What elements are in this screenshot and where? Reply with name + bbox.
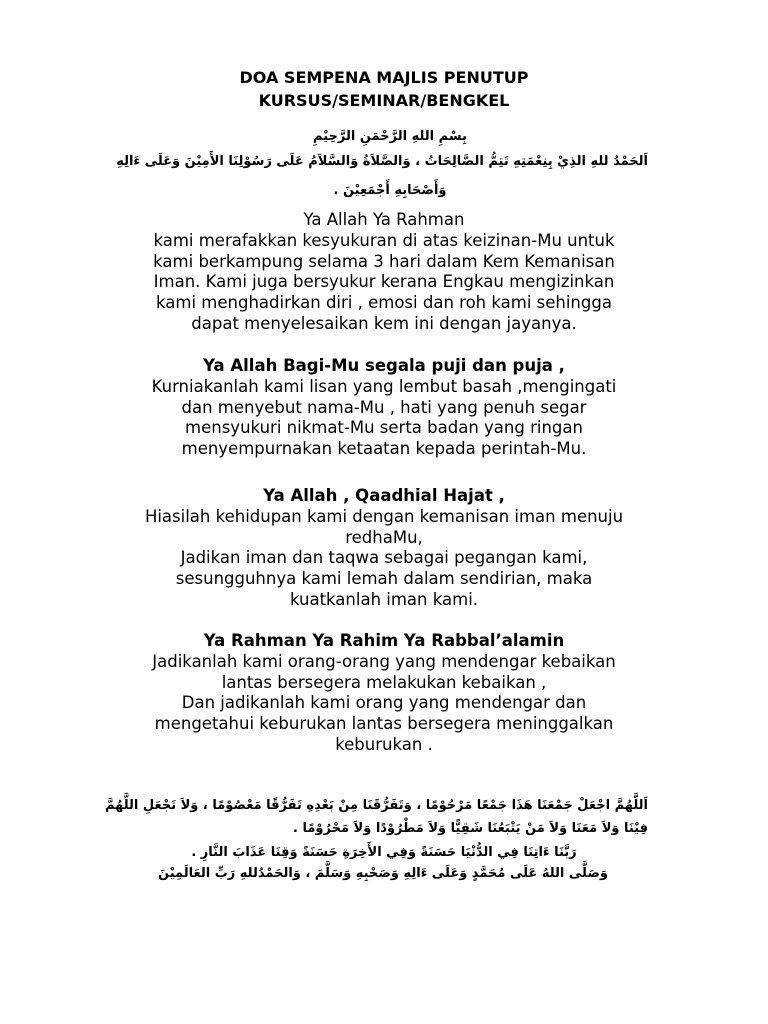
section-4-line: Dan jadikanlah kami orang yang mendengar dan — [181, 693, 587, 713]
section-4 — [60, 631, 708, 756]
closing-arabic-line-4: وَصَلَّى اللهُ عَلَى مُحَمَّدٍ وَعَلَى ءَالِهِ وَصَحْبِهِ وَسَلَّمَ ، وَالحَمْدُللهِ رَبِّ العَالَمِيْنَ — [158, 866, 608, 881]
section-1-line: kami menghadirkan diri , emosi dan roh kami sehingga — [156, 293, 612, 313]
document-title-line-2: KURSUS/SEMINAR/BENGKEL — [258, 91, 510, 110]
section-2-line: menyempurnakan ketaatan kepada perintah-Mu. — [181, 439, 587, 459]
basmalah: بِسْمِ اللهِ الرَّحْمَنِ الرَّحِيْمِ — [313, 129, 467, 144]
section-3-line: sesungguhnya kami lemah dalam sendirian, maka — [175, 569, 593, 589]
section-2-line: Kurniakanlah kami lisan yang lembut basah ,mengingati — [151, 376, 617, 396]
section-1-line: dapat menyelesaikan kem ini dengan jayanya. — [191, 313, 577, 333]
section-2-line: dan menyebut nama-Mu , hati yang penuh segar — [181, 397, 587, 417]
section-3-heading: Ya Allah , Qaadhial Hajat , — [263, 486, 505, 505]
document-title-line-1: DOA SEMPENA MAJLIS PENUTUP — [239, 68, 529, 87]
closing-arabic-line-3: رَبَّنَا ءَاتِنَا فِي الدُّنْيَا حَسَنَةً وَفِي الأَخِرَةِ حَسَنَةً وَقِنَا عَذَابَ النَّارِ . — [191, 845, 577, 860]
section-3-line: Jadikan iman dan taqwa sebagai pegangan kami, — [180, 548, 588, 568]
section-3-line: redhaMu, — [345, 527, 423, 547]
section-1 — [60, 210, 708, 335]
section-4-line: Jadikanlah kami orang-orang yang mendengar kebaikan — [152, 651, 616, 671]
section-4-heading: Ya Rahman Ya Rahim Ya Rabbal’alamin — [203, 631, 565, 650]
section-4-line: lantas bersegera melakukan kebaikan , — [221, 672, 547, 692]
section-4-line: keburukan . — [335, 734, 433, 754]
section-3 — [60, 486, 708, 611]
section-2-line: mensyukuri nikmat-Mu serta badan yang ringan — [185, 418, 583, 438]
opening-arabic-line-2: وَأَصْحَابِهِ أَجْمَعِيْنَ . — [333, 183, 447, 198]
section-2 — [60, 356, 708, 460]
section-1-heading: Ya Allah Ya Rahman — [303, 210, 465, 229]
section-1-line: kami merafakkan kesyukuran di atas keizinan-Mu untuk — [153, 230, 615, 250]
section-3-line: Hiasilah kehidupan kami dengan kemanisan iman menuju — [144, 506, 624, 526]
closing-arabic-line-2: فِيْنَا وَلاَ مَعَنَا وَلاَ مَنْ يَتْبَعُنَا شَقِيًّا وَلاَ مَطْرُوْدًا وَلاَ مَحْرُوْمًا . — [293, 821, 648, 836]
section-3-line: kuatkanlah iman kami. — [289, 589, 479, 609]
section-2-heading: Ya Allah Bagi-Mu segala puji dan puja , — [203, 356, 565, 375]
closing-arabic-line-1: اَللَّهُمَّ اجْعَلْ جَمْعَنَا هَذَا جَمْعًا مَرْحُوْمًا ، وَتَفَرُّقَنَا مِنْ بَعْدِهِ تَفَرُّقًا مَعْصُوْمًا ، وَلاَ تَجْعَلِ اللَّهُمَّ — [104, 798, 648, 813]
section-1-line: kami berkampung selama 3 hari dalam Kem Kemanisan — [153, 251, 615, 271]
opening-arabic-line-1: اَلحَمْدُ للهِ الذِيْ بِنِعْمَتِهِ تَتِمُّ الصَّالِحَاتُ ، وَالصَّلاَةُ وَالسَّلاَمُ عَلَى رَسُوْلِنَا الأَمِيْنَ وَعَلَى ءَالِهِ — [116, 154, 648, 169]
section-4-line: mengetahui keburukan lantas bersegera meninggalkan — [154, 714, 614, 734]
section-1-line: Iman. Kami juga bersyukur kerana Engkau mengizinkan — [153, 272, 615, 292]
